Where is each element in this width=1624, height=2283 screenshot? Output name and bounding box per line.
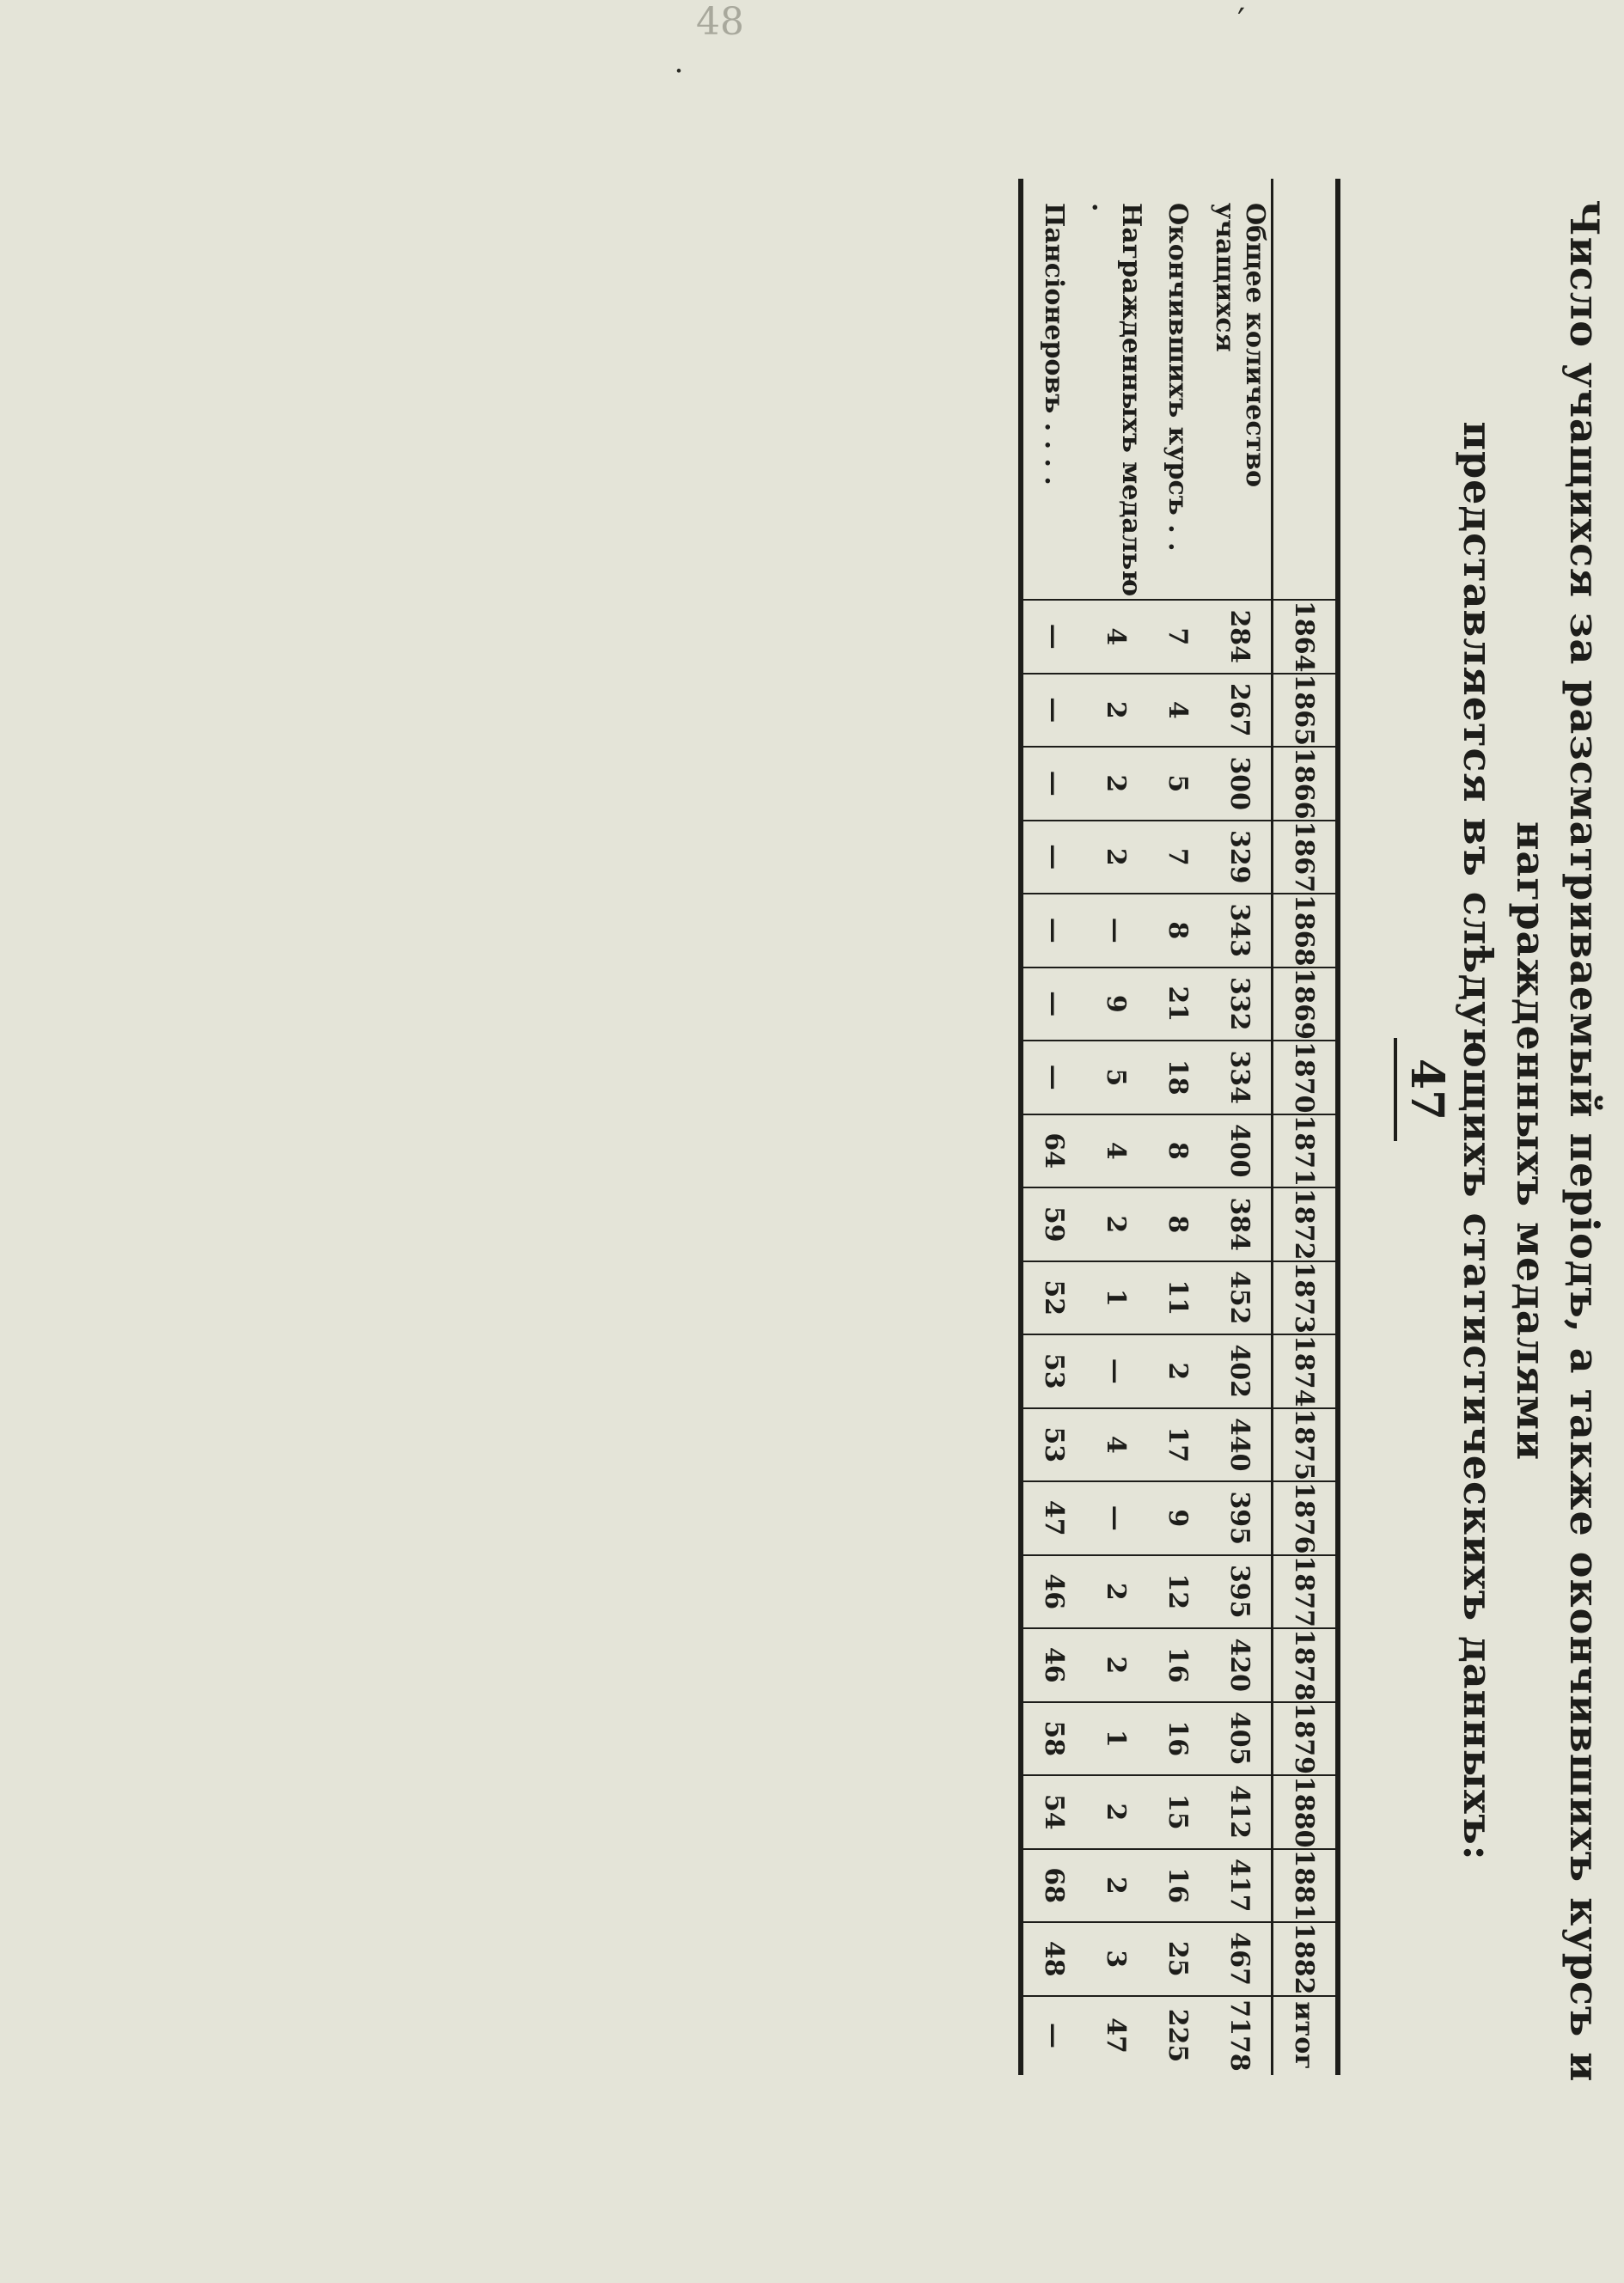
header-year: 1878 — [1273, 1628, 1339, 1702]
table-cell: 11 — [1147, 1261, 1209, 1335]
table-cell: — — [1021, 821, 1085, 894]
table-cell: 405 — [1209, 1702, 1273, 1776]
table-cell: 395 — [1209, 1481, 1273, 1555]
table-cell: 2 — [1085, 1775, 1147, 1849]
table-cell: 16 — [1147, 1702, 1209, 1776]
row-label: Награжденныхъ медалью . — [1086, 203, 1146, 597]
table-cell: 420 — [1209, 1628, 1273, 1702]
table-cell: 329 — [1209, 821, 1273, 894]
table-cell: — — [1021, 968, 1085, 1041]
header-label-cell — [1273, 179, 1339, 600]
table-cell: 4 — [1147, 674, 1209, 748]
table-cell: 53 — [1021, 1408, 1085, 1482]
table-cell: 267 — [1209, 674, 1273, 748]
table-cell: 16 — [1147, 1628, 1209, 1702]
table-cell: 12 — [1147, 1555, 1209, 1629]
table-cell: 25 — [1147, 1922, 1209, 1996]
page-label: 47 — [1394, 1038, 1453, 1141]
row-label: Пансіонеровъ . . . . — [1021, 179, 1085, 600]
table-cell: 9 — [1147, 1481, 1209, 1555]
header-year: 1880 — [1273, 1775, 1339, 1849]
table-cell: 2 — [1085, 821, 1147, 894]
header-year: 1873 — [1273, 1261, 1339, 1335]
table-cell: 17 — [1147, 1408, 1209, 1482]
table-cell: 395 — [1209, 1555, 1273, 1629]
table-cell: 2 — [1085, 674, 1147, 748]
table-cell: — — [1021, 674, 1085, 748]
table-cell: 8 — [1147, 1114, 1209, 1188]
row-total: 47 — [1085, 1996, 1147, 2075]
table-cell: 467 — [1209, 1922, 1273, 1996]
table-cell: 64 — [1021, 1114, 1085, 1188]
table-cell: 1 — [1085, 1702, 1147, 1776]
table-row — [1021, 179, 1085, 2075]
table-cell: 2 — [1147, 1334, 1209, 1408]
header-total: итог — [1273, 1996, 1339, 2075]
header-year: 1866 — [1273, 747, 1339, 821]
header-year: 1876 — [1273, 1481, 1339, 1555]
table-cell: 7 — [1147, 821, 1209, 894]
table-header-row — [1273, 179, 1339, 2075]
table-cell: 48 — [1021, 1922, 1085, 1996]
table-cell: 8 — [1147, 894, 1209, 968]
table-row — [1209, 179, 1273, 2075]
table-cell: 400 — [1209, 1114, 1273, 1188]
table-row — [1147, 179, 1209, 2075]
row-label: Окончившихъ курсъ . . — [1163, 203, 1194, 552]
header-year: 1882 — [1273, 1922, 1339, 1996]
table-cell: 5 — [1085, 1041, 1147, 1114]
table-cell: 5 — [1147, 747, 1209, 821]
table-cell: 2 — [1085, 1187, 1147, 1261]
header-year: 1870 — [1273, 1041, 1339, 1114]
table-cell: 59 — [1021, 1187, 1085, 1261]
header-year: 1881 — [1273, 1849, 1339, 1923]
table-cell: 1 — [1085, 1261, 1147, 1335]
table-cell: 3 — [1085, 1922, 1147, 1996]
table-cell: 402 — [1209, 1334, 1273, 1408]
table-cell: 332 — [1209, 968, 1273, 1041]
table-cell: 452 — [1209, 1261, 1273, 1335]
table-cell: 54 — [1021, 1775, 1085, 1849]
table-cell: — — [1085, 894, 1147, 968]
table-cell: 343 — [1209, 894, 1273, 968]
page-number: 48 — [696, 0, 744, 44]
header-year: 1864 — [1273, 600, 1339, 674]
header-year: 1879 — [1273, 1702, 1339, 1776]
row-total: 225 — [1147, 1996, 1209, 2075]
table-cell: 334 — [1209, 1041, 1273, 1114]
table-cell: 15 — [1147, 1775, 1209, 1849]
table-cell: 47 — [1021, 1481, 1085, 1555]
table-cell: — — [1085, 1481, 1147, 1555]
table-cell: 2 — [1085, 1849, 1147, 1923]
stray-mark: ′ — [1237, 2, 1246, 41]
row-label: Общее количество учащихся — [1210, 203, 1270, 488]
table-title — [1451, 153, 1611, 2129]
table-cell: 53 — [1021, 1334, 1085, 1408]
table-cell: 68 — [1021, 1849, 1085, 1923]
header-year: 1877 — [1273, 1555, 1339, 1629]
table-cell: 417 — [1209, 1849, 1273, 1923]
table-cell: 18 — [1147, 1041, 1209, 1114]
table-cell: 58 — [1021, 1702, 1085, 1776]
table-cell: 8 — [1147, 1187, 1209, 1261]
rotated-table-block — [675, 127, 1624, 2155]
table-cell: 2 — [1085, 747, 1147, 821]
header-year: 1875 — [1273, 1408, 1339, 1482]
table-cell: — — [1021, 1041, 1085, 1114]
table-cell: 4 — [1085, 1408, 1147, 1482]
table-cell: 440 — [1209, 1408, 1273, 1482]
header-year: 1874 — [1273, 1334, 1339, 1408]
table-cell: 4 — [1085, 1114, 1147, 1188]
title-line-2: представляется въ слѣдующихъ статистическихъ данныхъ: — [1454, 421, 1501, 1861]
table-row — [1085, 179, 1147, 2075]
table-cell: 46 — [1021, 1628, 1085, 1702]
header-year: 1867 — [1273, 821, 1339, 894]
statistics-table — [1018, 179, 1340, 2075]
table-cell: 4 — [1085, 600, 1147, 674]
header-year: 1871 — [1273, 1114, 1339, 1188]
table-cell: 46 — [1021, 1555, 1085, 1629]
table-cell: 7 — [1147, 600, 1209, 674]
header-year: 1872 — [1273, 1187, 1339, 1261]
table-cell: 384 — [1209, 1187, 1273, 1261]
header-year: 1865 — [1273, 674, 1339, 748]
table-cell: — — [1085, 1334, 1147, 1408]
table-cell: 412 — [1209, 1775, 1273, 1849]
table-cell: — — [1021, 894, 1085, 968]
table-cell: — — [1021, 600, 1085, 674]
header-year: 1868 — [1273, 894, 1339, 968]
table-cell: 9 — [1085, 968, 1147, 1041]
table-cell: 52 — [1021, 1261, 1085, 1335]
table-cell: 300 — [1209, 747, 1273, 821]
table-cell: 21 — [1147, 968, 1209, 1041]
table-cell: 2 — [1085, 1555, 1147, 1629]
row-total: 7178 — [1209, 1996, 1273, 2075]
table-cell: 2 — [1085, 1628, 1147, 1702]
header-year: 1869 — [1273, 968, 1339, 1041]
table-cell: 16 — [1147, 1849, 1209, 1923]
title-line-1: Число учащихся за разсматриваемый періодъ, а также окончившихъ курсъ и награжденныхъ медалями — [1507, 199, 1608, 2083]
table-cell: 284 — [1209, 600, 1273, 674]
stray-mark: ˙ — [670, 64, 687, 104]
table-cell: — — [1021, 747, 1085, 821]
row-total: — — [1021, 1996, 1085, 2075]
